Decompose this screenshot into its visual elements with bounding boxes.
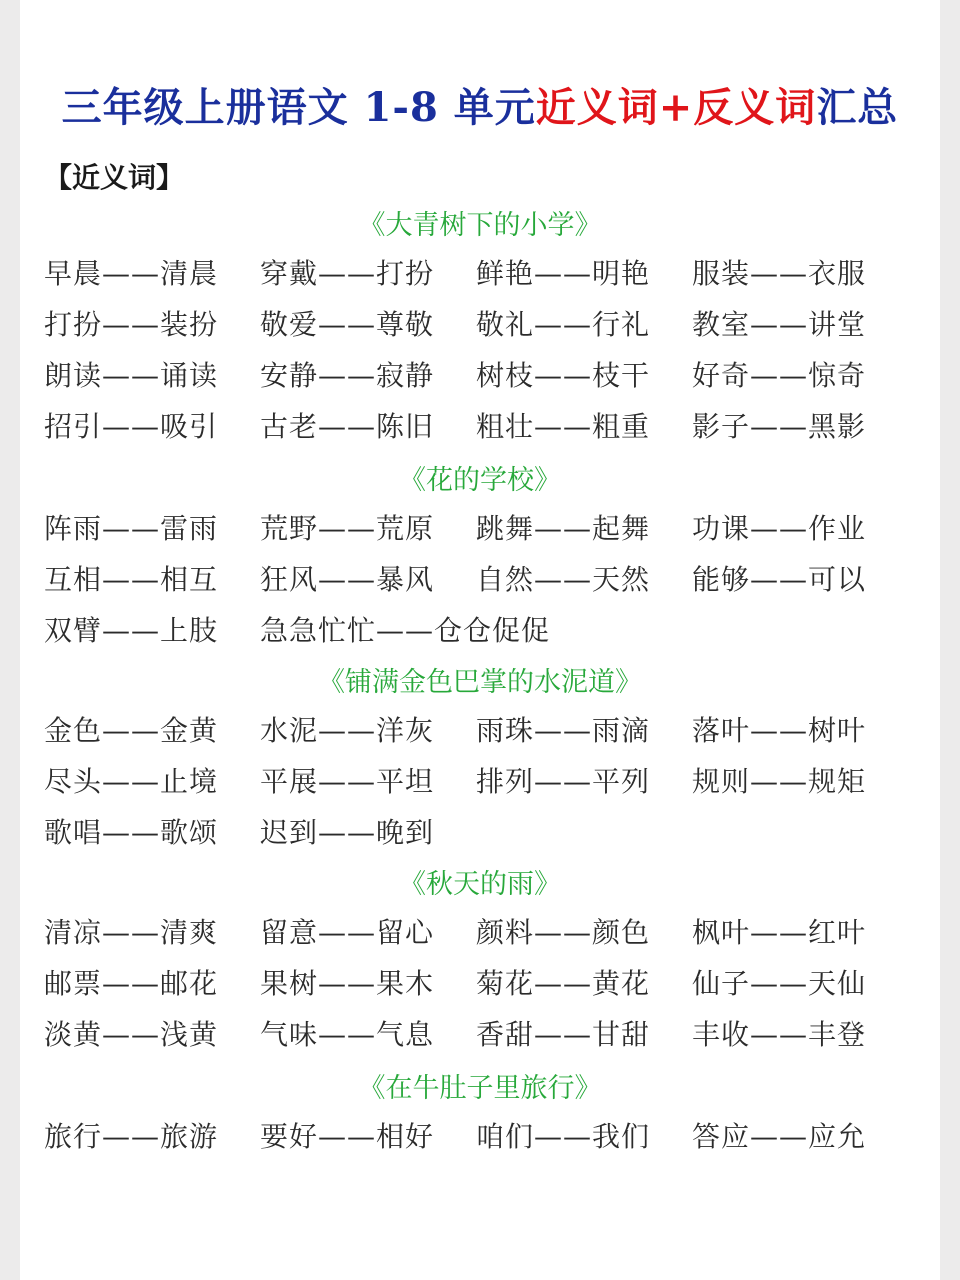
- synonym-pair: 仙子——天仙: [692, 967, 867, 1000]
- page-title: [0, 76, 960, 133]
- synonym-pair: 平展——平坦: [260, 765, 435, 798]
- synonym-pair: 跳舞——起舞: [476, 512, 651, 545]
- synonym-pair: 互相——相互: [44, 563, 219, 596]
- synonym-pair: 鲜艳——明艳: [476, 257, 651, 290]
- synonym-pair: 淡黄——浅黄: [44, 1018, 219, 1051]
- synonym-pair: 穿戴——打扮: [260, 257, 435, 290]
- synonym-pair: 答应——应允: [692, 1120, 867, 1153]
- synonym-pair: 安静——寂静: [260, 359, 435, 392]
- synonym-pair: 阵雨——雷雨: [44, 512, 219, 545]
- lesson-title: 《秋天的雨》: [399, 869, 561, 900]
- synonym-pair: 规则——规矩: [692, 765, 867, 798]
- synonym-pair: 好奇——惊奇: [692, 359, 867, 392]
- synonym-pair: 气味——气息: [260, 1018, 435, 1051]
- synonym-pair: 香甜——甘甜: [476, 1018, 651, 1051]
- synonym-pair: 水泥——洋灰: [260, 714, 435, 747]
- synonym-pair: 清凉——清爽: [44, 916, 219, 949]
- section-label-synonyms: 【近义词】: [44, 161, 185, 194]
- synonym-pair: 敬爱——尊敬: [260, 308, 435, 341]
- synonym-pair: 尽头——止境: [44, 765, 219, 798]
- synonym-pair: 服装——衣服: [692, 257, 867, 290]
- synonym-pair: 雨珠——雨滴: [476, 714, 651, 747]
- synonym-pair: 菊花——黄花: [476, 967, 651, 1000]
- synonym-pair: 功课——作业: [692, 512, 867, 545]
- synonym-pair: 朗读——诵读: [44, 359, 219, 392]
- title-part-grade: 三年级上册语文 1-8 单元: [61, 84, 536, 131]
- synonym-pair: 双臂——上肢: [44, 614, 219, 647]
- lesson-title: 《铺满金色巴掌的水泥道》: [318, 667, 642, 698]
- synonym-pair: 能够——可以: [692, 563, 867, 596]
- synonym-pair: 颜料——颜色: [476, 916, 651, 949]
- synonym-pair: 招引——吸引: [44, 410, 219, 443]
- synonym-pair: 敬礼——行礼: [476, 308, 651, 341]
- synonym-pair: 排列——平列: [476, 765, 651, 798]
- title-part-summary: 汇总: [816, 84, 899, 131]
- lesson-title: 《花的学校》: [399, 465, 561, 496]
- synonym-pair: 古老——陈旧: [260, 410, 435, 443]
- synonym-pair: 打扮——装扮: [44, 308, 219, 341]
- lesson-title: 《在牛肚子里旅行》: [358, 1073, 602, 1104]
- synonym-pair: 荒野——荒原: [260, 512, 435, 545]
- synonym-pair: 丰收——丰登: [692, 1018, 867, 1051]
- synonym-pair: 狂风——暴风: [260, 563, 435, 596]
- synonym-pair: 咱们——我们: [476, 1120, 651, 1153]
- synonym-pair: 落叶——树叶: [692, 714, 867, 747]
- synonym-pair: 树枝——枝干: [476, 359, 651, 392]
- synonym-pair: 自然——天然: [476, 563, 651, 596]
- synonym-pair: 果树——果木: [260, 967, 435, 1000]
- synonym-pair: 粗壮——粗重: [476, 410, 651, 443]
- synonym-pair: 邮票——邮花: [44, 967, 219, 1000]
- title-part-topic: 近义词+反义词: [535, 84, 817, 131]
- synonym-pair: 留意——留心: [260, 916, 435, 949]
- synonym-pair: 早晨——清晨: [44, 257, 219, 290]
- synonym-pair: 歌唱——歌颂: [44, 816, 219, 849]
- synonym-pair: 金色——金黄: [44, 714, 219, 747]
- synonym-pair: 教室——讲堂: [692, 308, 867, 341]
- synonym-pair: 迟到——晚到: [260, 816, 435, 849]
- synonym-pair: 旅行——旅游: [44, 1120, 219, 1153]
- lesson-title: 《大青树下的小学》: [358, 210, 602, 241]
- synonym-pair: 急急忙忙——仓仓促促: [260, 614, 551, 647]
- synonym-pair: 影子——黑影: [692, 410, 867, 443]
- synonym-pair: 要好——相好: [260, 1120, 435, 1153]
- synonym-pair: 枫叶——红叶: [692, 916, 867, 949]
